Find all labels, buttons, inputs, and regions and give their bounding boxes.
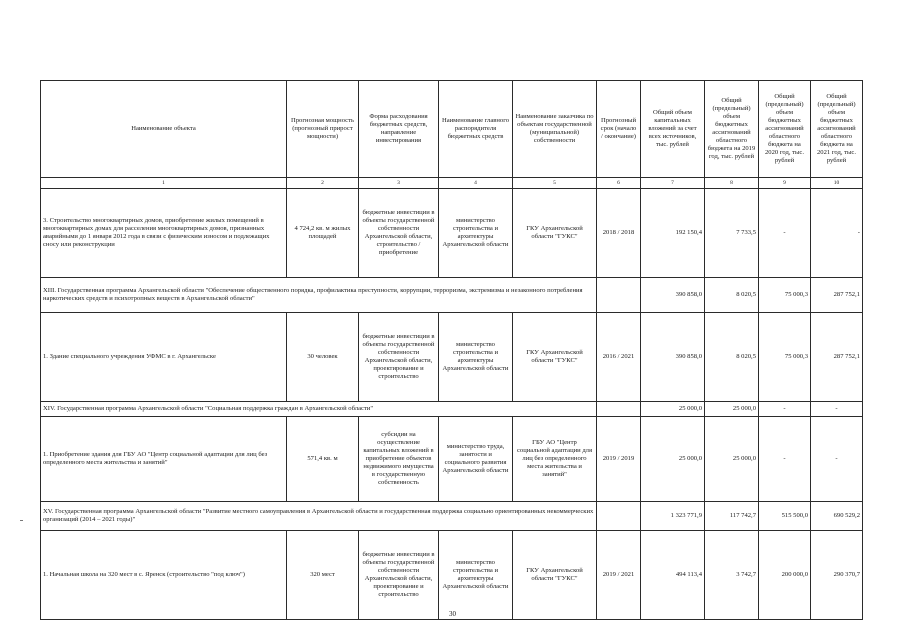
- table-header-row: [41, 81, 863, 178]
- program-title: XV. Государственная программа Архангельской области "Развитие местного самоуправления в Архангельской области и государственная поддержка социально ориентированных некоммерческих организаций (2014 – 2021 годы)": [41, 502, 597, 531]
- y2021-cell: -: [811, 189, 863, 278]
- term-cell: 2019 / 2021: [597, 531, 641, 620]
- term-cell: 2018 / 2018: [597, 189, 641, 278]
- term-cell: 2016 / 2021: [597, 313, 641, 402]
- y2020-cell: 515 500,0: [759, 502, 811, 531]
- program-title: XIV. Государственная программа Архангельской области "Социальная поддержка граждан в Архангельской области": [41, 402, 597, 417]
- y2019-cell: 8 020,5: [705, 278, 759, 313]
- col-number: 4: [439, 178, 513, 189]
- col-number: 8: [705, 178, 759, 189]
- header-total: Общий объем капитальных вложений за счет всех источников, тыс. рублей: [641, 81, 705, 178]
- empty-cell: [597, 402, 641, 417]
- y2020-cell: -: [759, 189, 811, 278]
- scan-margin-mark: [20, 520, 23, 521]
- y2019-cell: 3 742,7: [705, 531, 759, 620]
- col-number: 9: [759, 178, 811, 189]
- program-section-row: [41, 278, 863, 313]
- form-cell: бюджетные инвестиции в объекты государственной собственности Архангельской области, проектирование и строительство: [359, 531, 439, 620]
- column-number-row: [41, 178, 863, 189]
- total-cell: 25 000,0: [641, 417, 705, 502]
- form-cell: субсидии на осуществление капитальных вложений в приобретение объектов недвижимого имущества в государственную собственность: [359, 417, 439, 502]
- header-manager: Наименование главного распорядителя бюджетных средств: [439, 81, 513, 178]
- manager-cell: министерство труда, занятости и социального развития Архангельской области: [439, 417, 513, 502]
- y2020-cell: -: [759, 417, 811, 502]
- col-number: 5: [513, 178, 597, 189]
- y2021-cell: 690 529,2: [811, 502, 863, 531]
- col-number: 6: [597, 178, 641, 189]
- object-name: 1. Начальная школа на 320 мест в с. Яренск (строительство "под ключ"): [41, 531, 287, 620]
- customer-cell: ГБУ АО "Центр социальной адаптации для лиц без определенного места жительства и занятий": [513, 417, 597, 502]
- program-title: XIII. Государственная программа Архангельской области "Обеспечение общественного порядка, профилактика преступности, коррупции, терроризма, экстремизма и незаконного потребления наркотических средств и психотропных веществ в Архангельской области": [41, 278, 597, 313]
- y2021-cell: -: [811, 417, 863, 502]
- program-section-row: [41, 502, 863, 531]
- y2019-cell: 117 742,7: [705, 502, 759, 531]
- col-number: 7: [641, 178, 705, 189]
- table-row: [41, 189, 863, 278]
- y2019-cell: 25 000,0: [705, 417, 759, 502]
- col-number: 1: [41, 178, 287, 189]
- empty-cell: [597, 278, 641, 313]
- header-capacity: Прогнозная мощность (прогнозный прирост мощности): [287, 81, 359, 178]
- capacity-cell: 571,4 кв. м: [287, 417, 359, 502]
- object-name: 3. Строительство многоквартирных домов, приобретение жилых помещений в многоквартирных домах для расселения многоквартирных домов, признанных аварийными до 1 января 2012 года в связи с физическим износом и подлежащих сносу или реконструкции: [41, 189, 287, 278]
- y2020-cell: 75 000,3: [759, 278, 811, 313]
- y2021-cell: 290 370,7: [811, 531, 863, 620]
- capacity-cell: 320 мест: [287, 531, 359, 620]
- header-2020: Общий (предельный) объем бюджетных ассигнований областного бюджета на 2020 год, тыс. рублей: [759, 81, 811, 178]
- y2021-cell: 287 752,1: [811, 278, 863, 313]
- document-page: [40, 80, 862, 620]
- form-cell: бюджетные инвестиции в объекты государственной собственности Архангельской области, строительство / приобретение: [359, 189, 439, 278]
- y2019-cell: 8 020,5: [705, 313, 759, 402]
- customer-cell: ГКУ Архангельской области "ГУКС": [513, 531, 597, 620]
- manager-cell: министерство строительства и архитектуры Архангельской области: [439, 313, 513, 402]
- page-number: 30: [449, 610, 456, 618]
- investment-table: [40, 80, 863, 620]
- object-name: 1. Здание специального учреждения УФМС в г. Архангельске: [41, 313, 287, 402]
- header-form: Форма расходования бюджетных средств, направление инвестирования: [359, 81, 439, 178]
- customer-cell: ГКУ Архангельской области "ГУКС": [513, 189, 597, 278]
- header-2019: Общий (предельный) объем бюджетных ассигнований областного бюджета на 2019 год, тыс. рублей: [705, 81, 759, 178]
- form-cell: бюджетные инвестиции в объекты государственной собственности Архангельской области, проектирование и строительство: [359, 313, 439, 402]
- manager-cell: министерство строительства и архитектуры Архангельской области: [439, 531, 513, 620]
- y2020-cell: 200 000,0: [759, 531, 811, 620]
- table-row: [41, 313, 863, 402]
- header-term: Прогнозный срок (начало / окончание): [597, 81, 641, 178]
- empty-cell: [597, 502, 641, 531]
- capacity-cell: 4 724,2 кв. м жилых площадей: [287, 189, 359, 278]
- manager-cell: министерство строительства и архитектуры Архангельской области: [439, 189, 513, 278]
- term-cell: 2019 / 2019: [597, 417, 641, 502]
- y2019-cell: 25 000,0: [705, 402, 759, 417]
- header-2021: Общий (предельный) объем бюджетных ассигнований областного бюджета на 2021 год, тыс. рублей: [811, 81, 863, 178]
- total-cell: 25 000,0: [641, 402, 705, 417]
- header-name: Наименование объекта: [41, 81, 287, 178]
- program-section-row: [41, 402, 863, 417]
- customer-cell: ГКУ Архангельской области "ГУКС": [513, 313, 597, 402]
- y2020-cell: -: [759, 402, 811, 417]
- col-number: 10: [811, 178, 863, 189]
- capacity-cell: 30 человек: [287, 313, 359, 402]
- total-cell: 390 858,0: [641, 313, 705, 402]
- total-cell: 1 323 771,9: [641, 502, 705, 531]
- col-number: 3: [359, 178, 439, 189]
- total-cell: 192 150,4: [641, 189, 705, 278]
- col-number: 2: [287, 178, 359, 189]
- total-cell: 494 113,4: [641, 531, 705, 620]
- table-row: [41, 531, 863, 620]
- y2020-cell: 75 000,3: [759, 313, 811, 402]
- object-name: 1. Приобретение здания для ГБУ АО "Центр социальной адаптации для лиц без определенного места жительства и занятий": [41, 417, 287, 502]
- total-cell: 390 858,0: [641, 278, 705, 313]
- header-customer: Наименование заказчика по объектам государственной (муниципальной) собственности: [513, 81, 597, 178]
- table-row: [41, 417, 863, 502]
- y2019-cell: 7 733,5: [705, 189, 759, 278]
- y2021-cell: 287 752,1: [811, 313, 863, 402]
- y2021-cell: -: [811, 402, 863, 417]
